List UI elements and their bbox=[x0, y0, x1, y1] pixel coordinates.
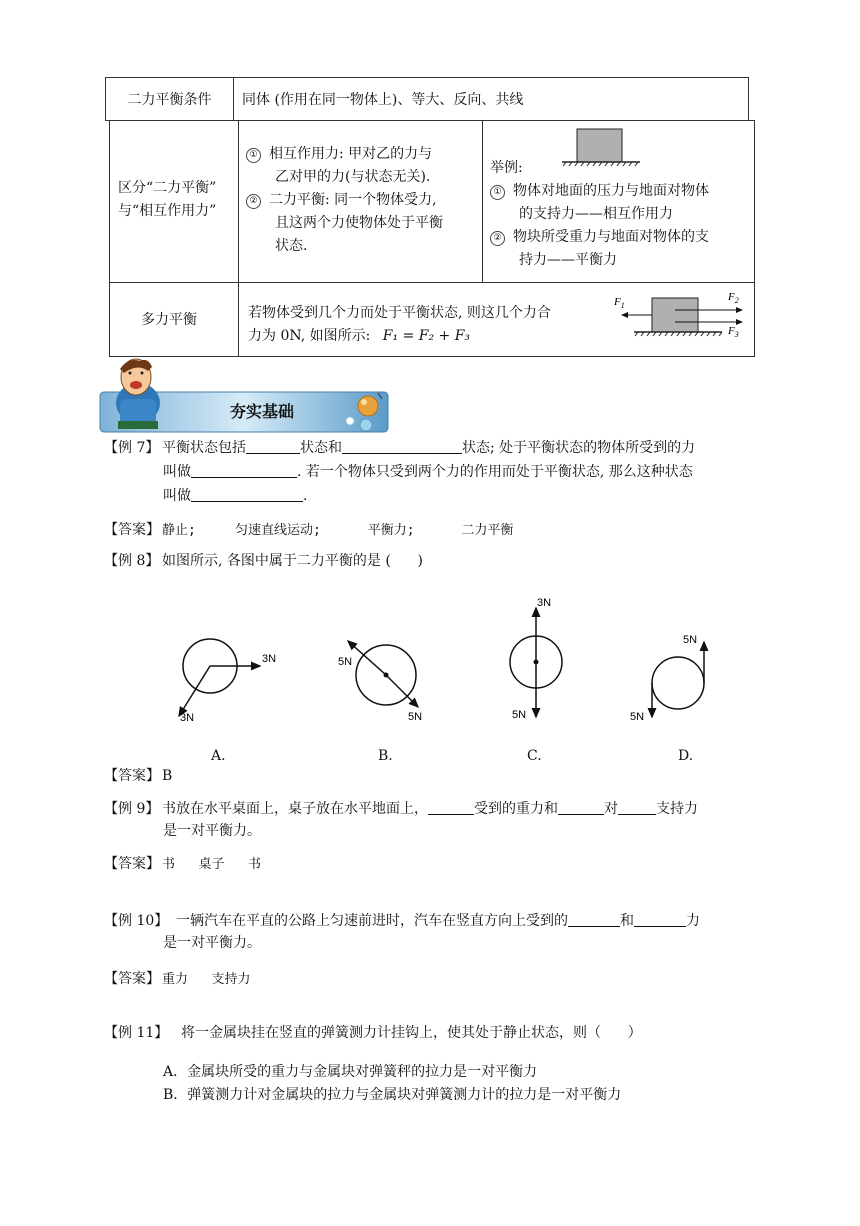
row3-formula: F₁ = F₂ + F₃ bbox=[382, 328, 471, 344]
option-c-label[interactable]: C. bbox=[527, 748, 542, 764]
diagram-b bbox=[338, 641, 422, 723]
force-label: 5N bbox=[683, 634, 698, 646]
force-f3-label: $F_3$ bbox=[728, 325, 739, 339]
answer-blank[interactable] bbox=[191, 487, 303, 502]
answer-blank[interactable] bbox=[568, 912, 620, 927]
question-text: . bbox=[303, 488, 308, 504]
example-tag: 【例 8】 bbox=[104, 553, 160, 569]
question-text: 状态; 处于平衡状态的物体所受到的力 bbox=[462, 440, 696, 456]
answer-blank[interactable] bbox=[342, 439, 462, 454]
question-text: 和 bbox=[620, 913, 634, 929]
row2-label-line1: 区分“二力平衡” bbox=[118, 180, 217, 196]
example-tag: 【例 11】 bbox=[104, 1025, 169, 1041]
table-divider bbox=[109, 282, 755, 283]
row3-text-line2: 力为 0N, 如图所示: bbox=[248, 328, 371, 344]
force-label: 3N bbox=[537, 597, 552, 609]
example-intro: 举例: bbox=[490, 160, 523, 176]
question-text: 书放在水平桌面上，桌子放在水平地面上， bbox=[162, 801, 428, 817]
option-a[interactable]: A．金属块所受的重力与金属块对弹簧秤的拉力是一对平衡力 bbox=[163, 1064, 538, 1080]
force-diagrams bbox=[160, 590, 730, 740]
answer-blank[interactable] bbox=[618, 800, 656, 815]
banner-title: 夯实基础 bbox=[230, 402, 295, 421]
row2-examples bbox=[490, 157, 755, 272]
example-7-line2 bbox=[163, 461, 693, 483]
multi-force-figure bbox=[612, 288, 752, 344]
question-text: 对 bbox=[604, 801, 618, 817]
answer-blank[interactable] bbox=[634, 912, 686, 927]
example-11 bbox=[104, 1022, 642, 1044]
answer-text: B bbox=[162, 768, 173, 784]
example-10-line2: 是一对平衡力。 bbox=[163, 935, 261, 951]
row2-label-line2: 与“相互作用力” bbox=[118, 203, 217, 219]
example-10-answer bbox=[104, 968, 250, 991]
force-label: 5N bbox=[338, 656, 353, 668]
answer-tag: 【答案】 bbox=[104, 856, 160, 872]
question-text: 受到的重力和 bbox=[474, 801, 558, 817]
force-f2-label: $F_2$ bbox=[728, 291, 739, 305]
number-badge: ② bbox=[246, 194, 261, 209]
answer-tag: 【答案】 bbox=[104, 768, 160, 784]
option-a-label[interactable]: A. bbox=[211, 748, 226, 764]
number-badge: ① bbox=[246, 148, 261, 163]
diagram-d bbox=[630, 634, 704, 723]
question-text: 支持力 bbox=[656, 801, 698, 817]
row1-content: 同体 (作用在同一物体上)、等大、反向、共线 bbox=[234, 78, 749, 121]
example-tag: 【例 9】 bbox=[104, 801, 160, 817]
answer-text: 静止; 匀速直线运动; 平衡力; 二力平衡 bbox=[162, 523, 514, 538]
question-text: . 若一个物体只受到两个力的作用而处于平衡状态, 那么这种状态 bbox=[297, 464, 693, 480]
diagram-c bbox=[510, 597, 562, 721]
row3-label: 多力平衡 bbox=[141, 312, 197, 328]
option-b[interactable]: B．弹簧测力计对金属块的拉力与金属块对弹簧测力计的拉力是一对平衡力 bbox=[163, 1087, 622, 1103]
question-text: 力 bbox=[686, 913, 700, 929]
answer-blank[interactable] bbox=[246, 439, 300, 454]
definition-text: 乙对甲的力(与状态无关). bbox=[275, 169, 431, 185]
answer-blank[interactable] bbox=[191, 463, 297, 478]
force-label: 3N bbox=[262, 653, 277, 665]
row2-definitions bbox=[246, 143, 482, 258]
answer-text: 书 桌子 书 bbox=[162, 857, 261, 872]
question-text: 叫做 bbox=[163, 488, 191, 504]
answer-blank[interactable] bbox=[428, 800, 474, 815]
example-9 bbox=[104, 798, 698, 820]
diagram-a bbox=[179, 639, 276, 724]
force-label: 3N bbox=[180, 712, 195, 724]
example-text: 持力——平衡力 bbox=[519, 252, 617, 268]
example-8-answer bbox=[104, 765, 172, 787]
example-7 bbox=[104, 437, 695, 459]
definition-text: 相互作用力: 甲对乙的力与 bbox=[269, 146, 433, 162]
example-tag: 【例 7】 bbox=[104, 440, 160, 456]
force-f1-label: $F_1$ bbox=[614, 296, 625, 310]
answer-tag: 【答案】 bbox=[104, 522, 160, 538]
number-badge: ① bbox=[490, 185, 505, 200]
question-text: 平衡状态包括 bbox=[162, 440, 246, 456]
example-text: 的支持力——相互作用力 bbox=[519, 206, 673, 222]
question-text: 状态和 bbox=[300, 440, 342, 456]
row3-content bbox=[248, 302, 628, 348]
force-label: 5N bbox=[630, 711, 645, 723]
example-9-answer bbox=[104, 853, 261, 876]
answer-text: 重力 支持力 bbox=[162, 972, 251, 987]
definition-text: 二力平衡: 同一个物体受力, bbox=[269, 192, 437, 208]
example-9-line2: 是一对平衡力。 bbox=[163, 823, 261, 839]
section-banner bbox=[98, 355, 398, 437]
definition-text: 状态. bbox=[275, 238, 308, 254]
question-text: 如图所示, 各图中属于二力平衡的是 ( ) bbox=[162, 553, 423, 569]
example-text: 物块所受重力与地面对物体的支 bbox=[513, 229, 709, 245]
condition-table bbox=[105, 77, 749, 121]
example-text: 物体对地面的压力与地面对物体 bbox=[513, 183, 709, 199]
option-b-label[interactable]: B. bbox=[378, 748, 393, 764]
question-text: 将一金属块挂在竖直的弹簧测力计挂钩上，使其处于静止状态，则（ ） bbox=[181, 1025, 642, 1041]
example-7-answer bbox=[104, 519, 514, 542]
table-divider bbox=[482, 120, 483, 282]
example-10 bbox=[104, 910, 700, 932]
example-tag: 【例 10】 bbox=[104, 913, 169, 929]
force-label: 5N bbox=[512, 709, 527, 721]
answer-tag: 【答案】 bbox=[104, 971, 160, 987]
row3-text-line1: 若物体受到几个力而处于平衡状态, 则这几个力合 bbox=[248, 305, 551, 321]
force-label: 5N bbox=[408, 711, 423, 723]
answer-blank[interactable] bbox=[558, 800, 604, 815]
example-8 bbox=[104, 550, 423, 572]
mascot-icon bbox=[116, 359, 160, 429]
option-d-label[interactable]: D. bbox=[678, 748, 694, 764]
question-text: 一辆汽车在平直的公路上匀速前进时，汽车在竖直方向上受到的 bbox=[176, 913, 568, 929]
table-divider bbox=[238, 120, 239, 357]
example-7-line3 bbox=[163, 485, 307, 507]
definition-text: 且这两个力使物体处于平衡 bbox=[275, 215, 443, 231]
row1-label: 二力平衡条件 bbox=[106, 78, 234, 121]
question-text: 叫做 bbox=[163, 464, 191, 480]
number-badge: ② bbox=[490, 231, 505, 246]
